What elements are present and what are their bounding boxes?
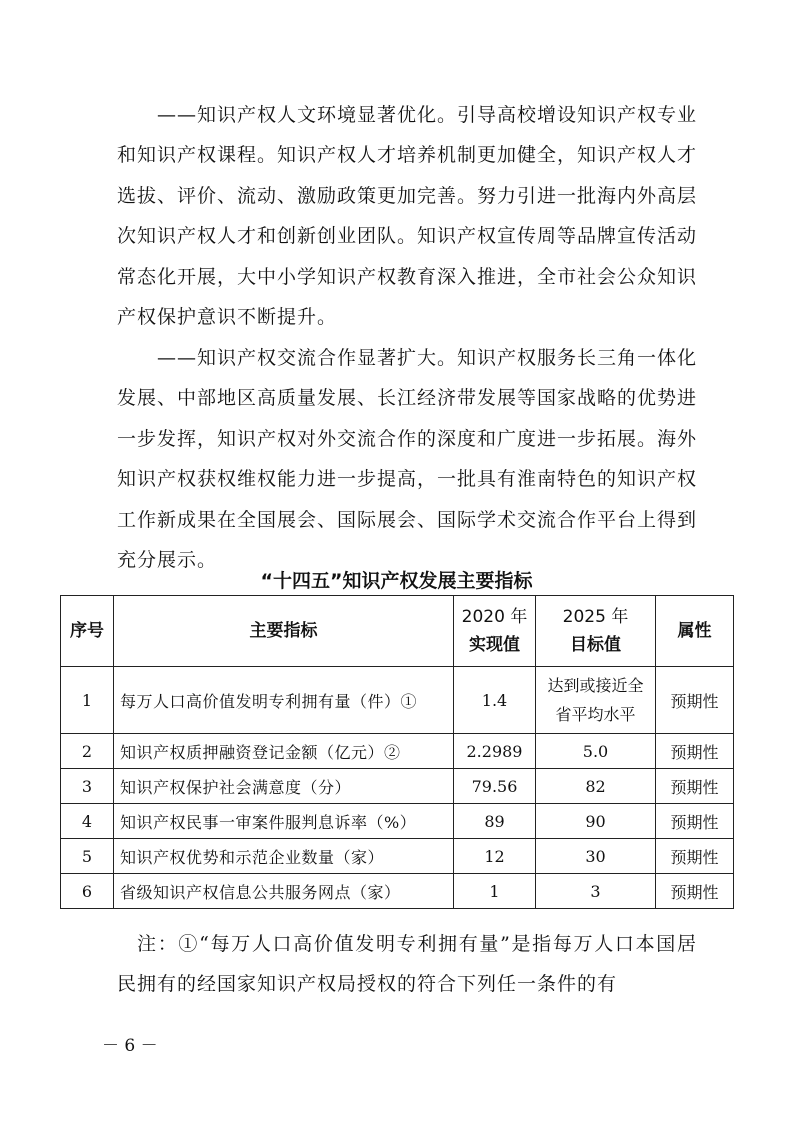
indicators-table [60, 595, 734, 909]
cell-seq: 5 [61, 839, 114, 874]
table-row [61, 734, 734, 769]
cell-2020-value: 2.2989 [454, 734, 536, 769]
cell-seq: 4 [61, 804, 114, 839]
header-2025-year: 2025 年 [562, 607, 629, 627]
header-2025-label: 目标值 [570, 635, 621, 655]
cell-2020-value: 79.56 [454, 769, 536, 804]
table-row [61, 769, 734, 804]
header-seq: 序号 [61, 596, 114, 667]
cell-seq: 2 [61, 734, 114, 769]
cell-seq: 6 [61, 874, 114, 909]
cell-2025-target: 82 [536, 769, 656, 804]
cell-2025-target-line2: 省平均水平 [555, 705, 636, 724]
cell-2025-target [536, 667, 656, 734]
cell-2025-target: 5.0 [536, 734, 656, 769]
cell-attr: 预期性 [656, 839, 734, 874]
cell-indicator: 省级知识产权信息公共服务网点（家） [114, 874, 454, 909]
cell-attr: 预期性 [656, 804, 734, 839]
page-number: － 6 － [102, 1036, 158, 1056]
header-indicator: 主要指标 [114, 596, 454, 667]
header-2020 [454, 596, 536, 667]
table-row [61, 874, 734, 909]
cell-indicator: 知识产权优势和示范企业数量（家） [114, 839, 454, 874]
cell-2020-value: 89 [454, 804, 536, 839]
cell-indicator: 每万人口高价值发明专利拥有量（件）① [114, 667, 454, 734]
paragraph-exchange-cooperation: ——知识产权交流合作显著扩大。知识产权服务长三角一体化发展、中部地区高质量发展、长江经济带发展等国家战略的优势进一步发挥，知识产权对外交流合作的深度和广度进一步拓展。海外知识产权获权维权能力进一步提高，一批具有淮南特色的知识产权工作新成果在全国展会、国际展会、国际学术交流合作平台上得到充分展示。 [117, 347, 698, 572]
header-attr: 属性 [656, 596, 734, 667]
table-header-row [61, 596, 734, 667]
cell-seq: 3 [61, 769, 114, 804]
cell-attr: 预期性 [656, 734, 734, 769]
cell-attr: 预期性 [656, 667, 734, 734]
cell-2020-value: 1.4 [454, 667, 536, 734]
header-2020-label: 实现值 [469, 635, 520, 655]
cell-attr: 预期性 [656, 874, 734, 909]
cell-2020-value: 12 [454, 839, 536, 874]
cell-2025-target: 90 [536, 804, 656, 839]
header-2025 [536, 596, 656, 667]
cell-2025-target-line1: 达到或接近全 [547, 676, 644, 695]
cell-2025-target: 30 [536, 839, 656, 874]
cell-indicator: 知识产权质押融资登记金额（亿元）② [114, 734, 454, 769]
table-row [61, 839, 734, 874]
table-title: “十四五”知识产权发展主要指标 [260, 570, 533, 592]
table-footnote: 注：①“每万人口高价值发明专利拥有量”是指每万人口本国居民拥有的经国家知识产权局授权的符合下列任一条件的有 [117, 933, 697, 995]
cell-indicator: 知识产权保护社会满意度（分） [114, 769, 454, 804]
header-2020-year: 2020 年 [461, 607, 528, 627]
cell-seq: 1 [61, 667, 114, 734]
paragraph-humanistic-environment: ——知识产权人文环境显著优化。引导高校增设知识产权专业和知识产权课程。知识产权人才培养机制更加健全，知识产权人才选拔、评价、流动、激励政策更加完善。努力引进一批海内外高层次知识产权人才和创新创业团队。知识产权宣传周等品牌宣传活动常态化开展，大中小学知识产权教育深入推进，全市社会公众知识产权保护意识不断提升。 [117, 104, 698, 329]
table-row [61, 667, 734, 734]
cell-indicator: 知识产权民事一审案件服判息诉率（%） [114, 804, 454, 839]
cell-2020-value: 1 [454, 874, 536, 909]
cell-attr: 预期性 [656, 769, 734, 804]
cell-2025-target: 3 [536, 874, 656, 909]
table-row [61, 804, 734, 839]
